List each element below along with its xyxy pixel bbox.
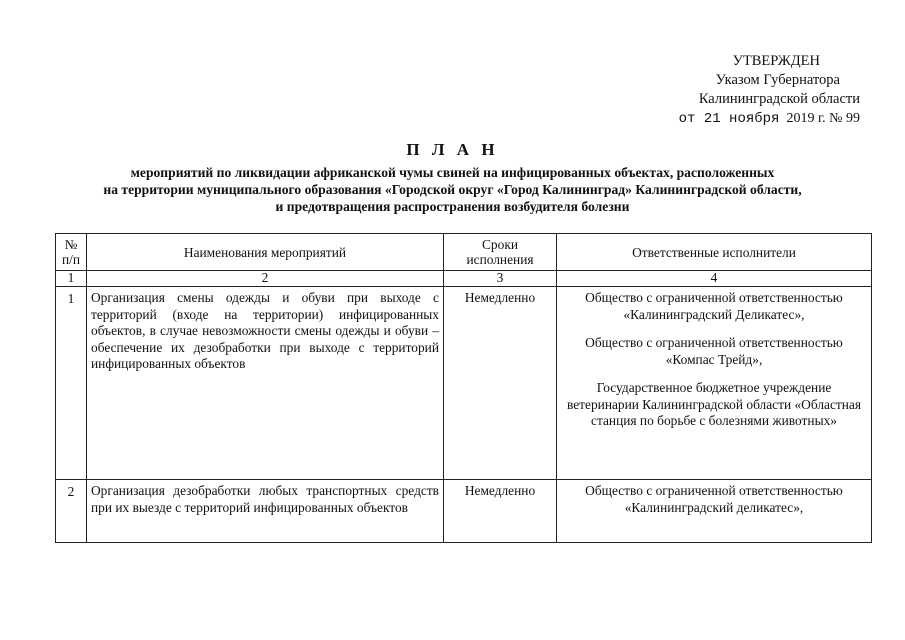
- responsible-entity: Общество с ограниченной ответственностью «Компас Трейд»,: [585, 335, 843, 367]
- column-number-row: [56, 271, 872, 287]
- document-title: П Л А Н: [406, 140, 499, 159]
- responsible-entity: Государственное бюджетное учреждение ветеринарии Калининградской области «Областная станция по борьбе с болезнями животных»: [566, 380, 862, 428]
- column-number-3: 3: [444, 271, 557, 287]
- responsible-entity: Общество с ограниченной ответственностью «Калининградский деликатес»,: [585, 483, 843, 515]
- plan-table: [55, 233, 872, 543]
- header-num: № п/п: [56, 234, 87, 271]
- subtitle-line-2: на территории муниципального образования «Городской округ «Город Калининград» Калининградской области,: [103, 182, 802, 197]
- row-term: Немедленно: [444, 287, 557, 480]
- table-row: [56, 287, 872, 480]
- row-number: 1: [56, 287, 87, 480]
- row-responsible: [557, 287, 872, 480]
- document-subtitle: [20, 164, 885, 215]
- row-responsible: [557, 480, 872, 543]
- subtitle-line-1: мероприятий по ликвидации африканской чумы свиней на инфицированных объектах, расположенных: [130, 165, 775, 180]
- table-header-row: [56, 234, 872, 271]
- approval-stamp: [679, 52, 860, 129]
- column-number-1: 1: [56, 271, 87, 287]
- header-responsible: Ответственные исполнители: [557, 234, 872, 271]
- row-term: Немедленно: [444, 480, 557, 543]
- column-number-4: 4: [557, 271, 872, 287]
- approval-decree: Указом Губернатора: [715, 72, 840, 88]
- table-row: [56, 480, 872, 543]
- header-name: Наименования мероприятий: [87, 234, 444, 271]
- row-number: 2: [56, 480, 87, 543]
- row-measure: Организация дезобработки любых транспортных средств при их выезде с территорий инфицированных объектов: [87, 480, 444, 543]
- header-term: Сроки исполнения: [444, 234, 557, 271]
- approval-date-day: от 21 ноября: [678, 111, 780, 127]
- approval-region: Калининградской области: [698, 91, 860, 107]
- column-number-2: 2: [87, 271, 444, 287]
- approval-date: [679, 109, 860, 129]
- responsible-entity: Общество с ограниченной ответственностью «Калининградский Деликатес»,: [585, 290, 843, 322]
- subtitle-line-3: и предотвращения распространения возбудителя болезни: [275, 199, 630, 214]
- approval-date-year-number: 2019 г. № 99: [786, 111, 860, 126]
- approval-title: УТВЕРЖДЕН: [732, 53, 820, 69]
- row-measure: Организация смены одежды и обуви при выходе с территорий (входе на территории) инфицированных объектов, в случае невозможности смены одежды и обуви – обеспечение их дезобработки при выходе с территорий инфицированных объектов: [87, 287, 444, 480]
